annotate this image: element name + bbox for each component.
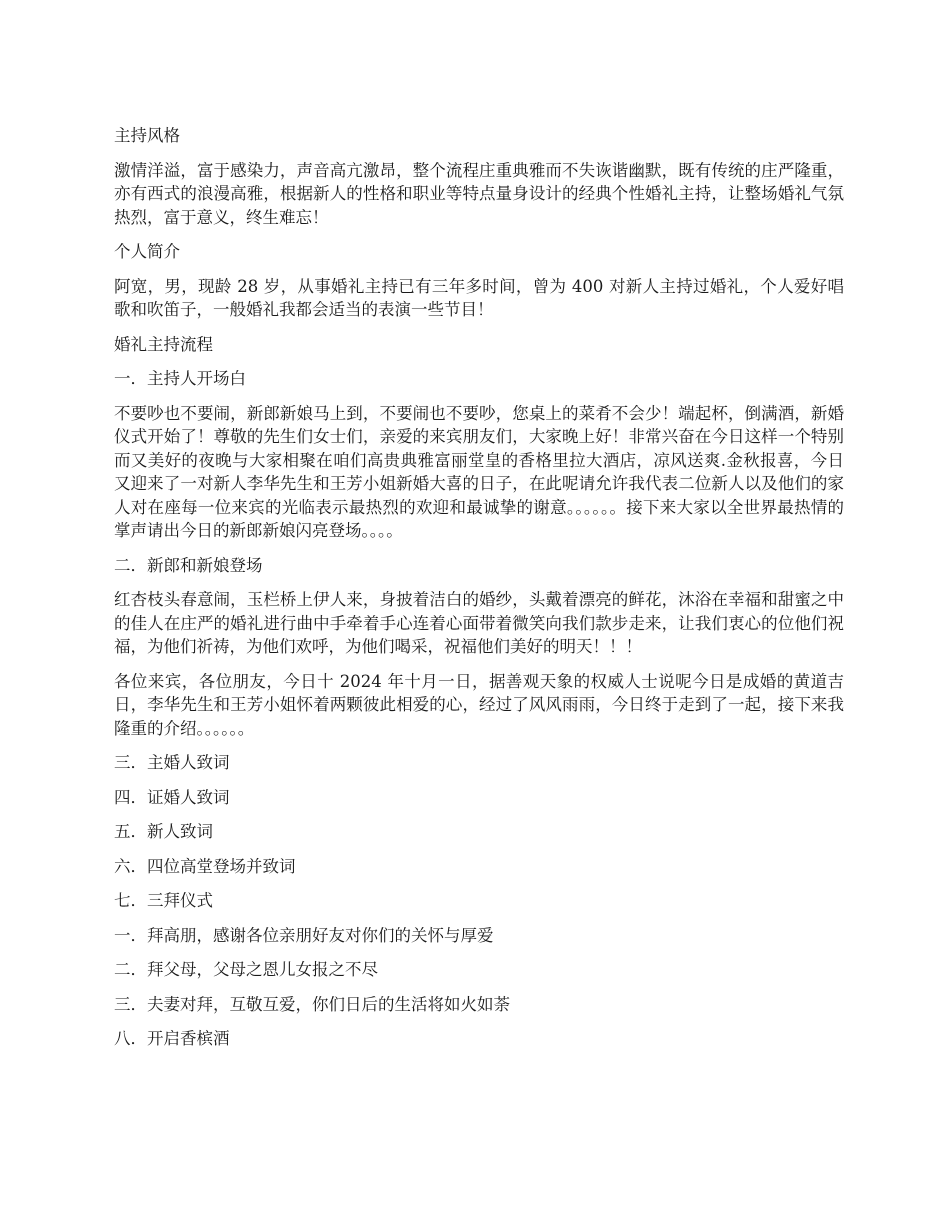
paragraph-entrance: 红杏枝头春意闹，玉栏桥上伊人来，身披着洁白的婚纱，头戴着漂亮的鲜花，沐浴在幸福和甜蜜之中的佳人在庄严的婚礼进行曲中手牵着手心连着心面带着微笑向我们款步走来，让我们衷心的位他们祝福，为他们祈祷，为他们欢呼，为他们喝采，祝福他们美好的明天！！！ [114,590,844,656]
substep-1: 一．拜高朋，感谢各位亲朋好友对你们的关怀与厚爱 [114,925,494,945]
paragraph-opening: 不要吵也不要闹，新郎新娘马上到，不要闹也不要吵，您桌上的菜肴不会少！端起杯，倒满酒，新婚仪式开始了！尊敬的先生们女士们，亲爱的来宾朋友们，大家晚上好！非常兴奋在今日这样一个特别而又美好的夜晚与大家相聚在咱们高贵典雅富丽堂皇的香格里拉大酒店，凉风送爽.金秋报喜，今日又迎来了一对新人李华先生和王芳小姐新婚大喜的日子，在此呢请允许我代表二位新人以及他们的家人对在座每一位来宾的光临表示最热烈的欢迎和最诚挚的谢意。。。。。。接下来大家以全世界最热情的掌声请出今日的新郎新娘闪亮登场。。。。 [114,403,844,540]
section-heading-hosting-style: 主持风格 [114,126,180,145]
section-heading-process: 婚礼主持流程 [114,334,213,354]
substep-2: 二．拜父母，父母之恩儿女报之不尽 [114,960,378,979]
paragraph-hosting-style: 激情洋溢，富于感染力，声音高亢激昂，整个流程庄重典雅而不失诙谐幽默，既有传统的庄严隆重，亦有西式的浪漫高雅，根据新人的性格和职业等特点量身设计的经典个性婚礼主持，让整场婚礼气氛热烈，富于意义，终生难忘！ [114,160,844,227]
step-heading-2: 二．新郎和新娘登场 [114,555,263,575]
step-heading-7: 七．三拜仪式 [114,891,213,910]
paragraph-profile: 阿宽，男，现龄 28 岁，从事婚礼主持已有三年多时间，曾为 400 对新人主持过婚礼，个人爱好唱歌和吹笛子，一般婚礼我都会适当的表演一些节目！ [114,276,844,319]
step-heading-8: 八．开启香槟酒 [114,1029,230,1048]
step-heading-3: 三．主婚人致词 [114,753,230,772]
step-heading-5: 五．新人致词 [114,822,213,841]
paragraph-introduction: 各位来宾，各位朋友，今日十 2024 年十月一日，据善观天象的权威人士说呢今日是成婚的黄道吉日，李华先生和王芳小姐怀着两颗彼此相爱的心，经过了风风雨雨，今日终于走到了一起，接下来我隆重的介绍。。。。。。 [114,671,844,738]
step-heading-6: 六．四位高堂登场并致词 [114,856,296,876]
step-heading-1: 一．主持人开场白 [114,369,246,388]
step-heading-4: 四．证婚人致词 [114,787,230,807]
substep-3: 三．夫妻对拜，互敬互爱，你们日后的生活将如火如荼 [114,994,510,1014]
section-heading-profile: 个人简介 [114,242,180,261]
document-page [114,124,844,1062]
